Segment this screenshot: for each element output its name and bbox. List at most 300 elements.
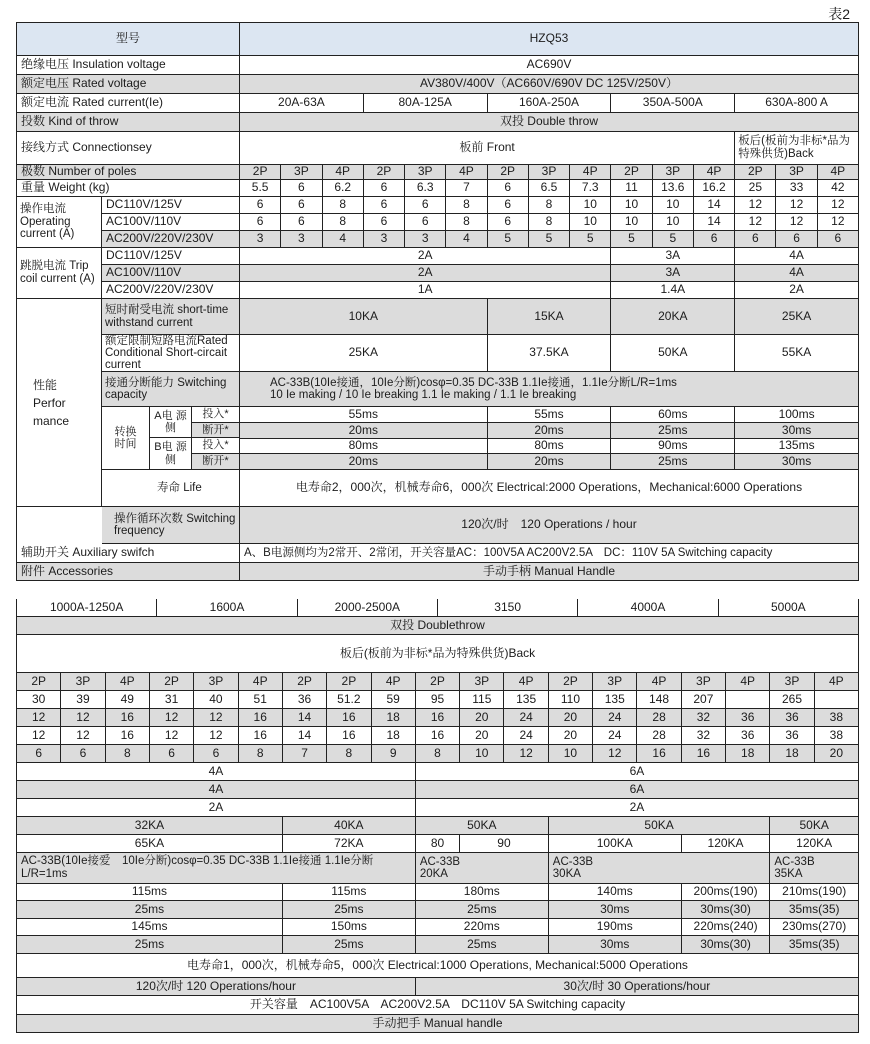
- operating-current-cell: 36: [770, 709, 814, 727]
- rated-current: 5000A: [719, 599, 859, 617]
- short-circuit-cell: 37.5KA: [488, 335, 612, 372]
- operating-current-cell: 8: [323, 197, 364, 214]
- operating-current-cell: 12: [735, 197, 776, 214]
- weight-cell: 6.2: [323, 180, 364, 197]
- operating-current-cell: 16: [106, 727, 150, 745]
- switching-class: [770, 853, 859, 884]
- cell-line: 30KA: [552, 868, 581, 880]
- short-circuit-cell: 72KA: [283, 835, 416, 853]
- switch-off-label: 断开*: [192, 454, 239, 470]
- operating-current-cell: 20: [549, 709, 593, 727]
- weight-cell: 40: [194, 691, 238, 709]
- trip-current-cell: 2A: [17, 799, 416, 817]
- trip-voltage: AC100V/110V: [102, 265, 240, 282]
- pole-cell: 3P: [593, 673, 637, 691]
- rated-current: 1000A-1250A: [17, 599, 157, 617]
- operating-current-cell: 12: [776, 197, 817, 214]
- transfer-time-cell: 190ms: [549, 919, 682, 936]
- operating-current-cell: 10: [460, 745, 504, 763]
- operating-current-cell: 8: [239, 745, 283, 763]
- short-circuit-cell: 120KA: [682, 835, 771, 853]
- weight-cell: [726, 691, 770, 709]
- throw-label: 投数 Kind of throw: [17, 113, 240, 132]
- trip-current-cell: 3A: [611, 248, 735, 265]
- transfer-time-cell: 30ms: [735, 423, 859, 439]
- performance-item-label: 寿命 Life: [102, 470, 240, 507]
- throw-value: 双投 Doublethrow: [17, 617, 859, 635]
- pole-cell: 2P: [549, 673, 593, 691]
- operating-current-cell: 10: [611, 214, 652, 231]
- spec-table-part1: [16, 22, 859, 581]
- cell-line: 10 Ie making / 10 Ie breaking 1.1 Ie making / 1.1 Ie breaking: [270, 389, 577, 401]
- operating-current-cell: 24: [504, 727, 548, 745]
- pole-cell: 2P: [611, 165, 652, 180]
- operating-current-cell: 28: [637, 727, 681, 745]
- operating-current-cell: 9: [372, 745, 416, 763]
- cell-line: AC-33B: [419, 855, 461, 868]
- pole-cell: 3P: [529, 165, 570, 180]
- trip-voltage: AC200V/220V/230V: [102, 282, 240, 299]
- short-circuit-cell: 50KA: [611, 335, 735, 372]
- pole-cell: 2P: [327, 673, 371, 691]
- trip-current-cell: 6A: [416, 781, 859, 799]
- connection-back: 板后(板前为非标*品为特殊供货)Back: [735, 132, 859, 165]
- transfer-time-cell: 30ms: [735, 454, 859, 470]
- transfer-time-cell: 60ms: [611, 407, 735, 423]
- weight-cell: 33: [776, 180, 817, 197]
- pole-cell: 4P: [726, 673, 770, 691]
- transfer-time-cell: 220ms(240): [682, 919, 771, 936]
- life-value: 电寿命1，000次，机械寿命5，000次 Electrical:1000 Operations, Mechanical:5000 Operations: [17, 954, 859, 978]
- pole-cell: 3P: [653, 165, 694, 180]
- operating-current-cell: 10: [570, 197, 611, 214]
- frequency-value: 120次/时 120 Operations/hour: [17, 978, 416, 996]
- trip-current-label: 跳脱电流 Trip coil current (A): [17, 248, 102, 299]
- weight-cell: 95: [416, 691, 460, 709]
- weight-cell: 51.2: [327, 691, 371, 709]
- pole-cell: 2P: [735, 165, 776, 180]
- rated-current: 1600A: [157, 599, 297, 617]
- pole-cell: 2P: [240, 165, 281, 180]
- operating-current-cell: 20: [460, 727, 504, 745]
- transfer-time-cell: 25ms: [416, 901, 549, 919]
- operating-current-cell: 12: [61, 727, 105, 745]
- trip-current-cell: 4A: [17, 763, 416, 781]
- operating-current-cell: 12: [150, 727, 194, 745]
- pole-cell: 4P: [504, 673, 548, 691]
- operating-current-cell: 6: [776, 231, 817, 248]
- operating-current-cell: 12: [776, 214, 817, 231]
- operating-current-cell: 20: [549, 727, 593, 745]
- operating-current-cell: 14: [283, 709, 327, 727]
- operating-current-cell: 20: [460, 709, 504, 727]
- poles-label: 极数 Number of poles: [17, 165, 240, 180]
- short-time-cell: 32KA: [17, 817, 283, 835]
- trip-current-cell: 2A: [735, 282, 859, 299]
- cell-line: AC-33B: [774, 855, 815, 868]
- transfer-time-cell: 30ms(30): [682, 901, 771, 919]
- weight-cell: 36: [283, 691, 327, 709]
- transfer-time-cell: 35ms(35): [770, 901, 859, 919]
- weight-cell: 11: [611, 180, 652, 197]
- switching-capacity: [240, 372, 859, 407]
- short-circuit-cell: 80: [416, 835, 460, 853]
- short-circuit-cell: 65KA: [17, 835, 283, 853]
- table-number: 表2: [828, 6, 850, 22]
- trip-current-cell: 1.4A: [611, 282, 735, 299]
- operating-current-cell: 16: [327, 709, 371, 727]
- connection-front: 板前 Front: [240, 132, 735, 165]
- operating-current-cell: 32: [682, 727, 726, 745]
- short-time-cell: 20KA: [611, 299, 735, 335]
- transfer-time-cell: 80ms: [240, 439, 488, 454]
- operating-current-cell: 16: [327, 727, 371, 745]
- model-label: 型号: [17, 23, 240, 56]
- weight-cell: 135: [593, 691, 637, 709]
- switching-class: [416, 853, 549, 884]
- transfer-time-cell: 135ms: [735, 439, 859, 454]
- pole-cell: 4P: [815, 673, 859, 691]
- operating-current-cell: 28: [637, 709, 681, 727]
- weight-cell: 135: [504, 691, 548, 709]
- switch-on-label: 投入*: [192, 407, 239, 423]
- operating-current-cell: 6: [818, 231, 859, 248]
- pole-cell: 4P: [694, 165, 735, 180]
- operating-current-cell: 16: [106, 709, 150, 727]
- operating-current-cell: 6: [364, 214, 405, 231]
- accessories-value: 手动把手 Manual handle: [17, 1015, 859, 1033]
- operating-current-cell: 7: [283, 745, 327, 763]
- pole-cell: 4P: [372, 673, 416, 691]
- operating-voltage: DC110V/125V: [102, 197, 240, 214]
- short-time-cell: 25KA: [735, 299, 859, 335]
- operating-current-cell: 18: [372, 727, 416, 745]
- operating-current-cell: 12: [17, 709, 61, 727]
- transfer-time-cell: 25ms: [416, 936, 549, 954]
- transfer-time-cell: 25ms: [17, 936, 283, 954]
- operating-current-cell: 14: [283, 727, 327, 745]
- operating-current-cell: 5: [653, 231, 694, 248]
- transfer-time-cell: 180ms: [416, 884, 549, 901]
- operating-current-cell: 5: [570, 231, 611, 248]
- trip-current-cell: 3A: [611, 265, 735, 282]
- operating-current-cell: 12: [150, 709, 194, 727]
- weight-cell: 30: [17, 691, 61, 709]
- short-circuit-cell: 25KA: [240, 335, 488, 372]
- transfer-time-label: 转换 时间: [102, 407, 150, 469]
- weight-cell: 42: [818, 180, 859, 197]
- operating-current-cell: 20: [815, 745, 859, 763]
- operating-current-cell: 36: [726, 709, 770, 727]
- weight-cell: 6: [281, 180, 322, 197]
- switch-on-label: 投入*: [192, 438, 239, 454]
- operating-current-cell: 36: [726, 727, 770, 745]
- pole-cell: 4P: [818, 165, 859, 180]
- operating-current-cell: 8: [446, 197, 487, 214]
- rated-current: 350A-500A: [611, 94, 735, 113]
- pole-cell: 3P: [682, 673, 726, 691]
- operating-current-cell: 8: [323, 214, 364, 231]
- operating-current-cell: 6: [194, 745, 238, 763]
- pole-cell: 3P: [460, 673, 504, 691]
- transfer-time-block: [102, 407, 240, 470]
- operating-current-cell: 6: [488, 197, 529, 214]
- operating-current-cell: 6: [488, 214, 529, 231]
- transfer-time-cell: 115ms: [283, 884, 416, 901]
- operating-current-label: 操作电流 Operating current (A): [17, 197, 102, 248]
- operating-current-cell: 38: [815, 727, 859, 745]
- accessories-value: 手动手柄 Manual Handle: [240, 563, 859, 581]
- weight-cell: 6: [488, 180, 529, 197]
- transfer-time-cell: 200ms(190): [682, 884, 771, 901]
- connection-value: 板后(板前为非标*品为特殊供货)Back: [17, 635, 859, 673]
- weight-cell: 51: [239, 691, 283, 709]
- transfer-time-cell: 25ms: [17, 901, 283, 919]
- operating-current-cell: 6: [281, 197, 322, 214]
- pole-cell: 4P: [446, 165, 487, 180]
- operating-current-cell: 18: [770, 745, 814, 763]
- rated-voltage-label: 额定电压 Rated voltage: [17, 75, 240, 94]
- weight-cell: 115: [460, 691, 504, 709]
- pole-cell: 3P: [194, 673, 238, 691]
- operating-current-cell: 36: [770, 727, 814, 745]
- weight-cell: 39: [61, 691, 105, 709]
- transfer-time-cell: 25ms: [283, 936, 416, 954]
- weight-label: 重量 Weight (kg): [17, 180, 240, 197]
- rated-current: 3150: [438, 599, 578, 617]
- weight-cell: 7.3: [570, 180, 611, 197]
- transfer-time-cell: 25ms: [611, 423, 735, 439]
- pole-cell: 3P: [770, 673, 814, 691]
- pole-cell: 2P: [416, 673, 460, 691]
- transfer-time-cell: 30ms: [549, 901, 682, 919]
- short-circuit-cell: 55KA: [735, 335, 859, 372]
- operating-current-cell: 3: [405, 231, 446, 248]
- throw-value: 双投 Double throw: [240, 113, 859, 132]
- rated-voltage-value: AV380V/400V（AC660V/690V DC 125V/250V）: [240, 75, 859, 94]
- performance-item-label: 接通分断能力 Switching capacity: [102, 372, 240, 407]
- trip-current-cell: 4A: [735, 248, 859, 265]
- weight-cell: 6.3: [405, 180, 446, 197]
- operating-current-cell: 10: [653, 214, 694, 231]
- operating-current-cell: 16: [416, 709, 460, 727]
- operating-current-cell: 3: [281, 231, 322, 248]
- trip-current-cell: 2A: [240, 265, 611, 282]
- operating-current-cell: 8: [529, 197, 570, 214]
- operating-current-cell: 6: [405, 197, 446, 214]
- weight-cell: 49: [106, 691, 150, 709]
- rated-current: 2000-2500A: [298, 599, 438, 617]
- operating-current-cell: 3: [240, 231, 281, 248]
- operating-current-cell: 5: [529, 231, 570, 248]
- rated-current: 80A-125A: [364, 94, 488, 113]
- trip-current-cell: 2A: [416, 799, 859, 817]
- auxiliary-value: 开关容量 AC100V5A AC200V2.5A DC110V 5A Switching capacity: [17, 996, 859, 1015]
- performance-item-label: 短时耐受电流 short-time withstand current: [102, 299, 240, 335]
- trip-current-cell: 4A: [17, 781, 416, 799]
- a-side-label: A电 源侧: [150, 407, 192, 438]
- operating-current-cell: 6: [17, 745, 61, 763]
- operating-current-cell: 4: [446, 231, 487, 248]
- transfer-time-cell: 55ms: [488, 407, 612, 423]
- operating-current-cell: 12: [735, 214, 776, 231]
- switching-capacity: AC-33B(10Ie接爱 10Ie分断)cosφ=0.35 DC-33B 1.1Ie接通 1.1Ie分断L/R=1ms: [17, 853, 416, 884]
- operating-current-cell: 14: [694, 197, 735, 214]
- transfer-time-cell: 145ms: [17, 919, 283, 936]
- short-time-cell: 40KA: [283, 817, 416, 835]
- weight-cell: 13.6: [653, 180, 694, 197]
- operating-current-cell: 10: [653, 197, 694, 214]
- transfer-time-cell: 20ms: [488, 423, 612, 439]
- transfer-time-cell: 220ms: [416, 919, 549, 936]
- pole-cell: 3P: [405, 165, 446, 180]
- transfer-time-cell: 210ms(190): [770, 884, 859, 901]
- transfer-time-cell: 230ms(270): [770, 919, 859, 936]
- weight-cell: [815, 691, 859, 709]
- transfer-time-cell: 55ms: [240, 407, 488, 423]
- trip-current-cell: 4A: [735, 265, 859, 282]
- rated-current: 4000A: [578, 599, 718, 617]
- operating-current-cell: 16: [239, 709, 283, 727]
- cell-line: 20KA: [419, 868, 448, 880]
- rated-current: 20A-63A: [240, 94, 364, 113]
- weight-cell: 7: [446, 180, 487, 197]
- pole-cell: 4P: [323, 165, 364, 180]
- insulation-value: AC690V: [240, 56, 859, 75]
- trip-current-cell: 1A: [240, 282, 611, 299]
- performance-item-label: 操作循环次数 Switching frequency: [102, 507, 240, 544]
- operating-current-cell: 10: [611, 197, 652, 214]
- pole-cell: 2P: [364, 165, 405, 180]
- operating-current-cell: 24: [593, 709, 637, 727]
- trip-current-cell: 6A: [416, 763, 859, 781]
- trip-current-cell: 2A: [240, 248, 611, 265]
- operating-current-cell: 6: [694, 231, 735, 248]
- pole-cell: 4P: [239, 673, 283, 691]
- weight-cell: 207: [682, 691, 726, 709]
- b-side-label: B电 源侧: [150, 438, 192, 469]
- operating-current-cell: 12: [194, 727, 238, 745]
- operating-voltage: AC200V/220V/230V: [102, 231, 240, 248]
- transfer-time-cell: 140ms: [549, 884, 682, 901]
- weight-cell: 16.2: [694, 180, 735, 197]
- operating-current-cell: 16: [239, 727, 283, 745]
- weight-cell: 6.5: [529, 180, 570, 197]
- transfer-time-cell: 90ms: [611, 439, 735, 454]
- operating-current-cell: 16: [682, 745, 726, 763]
- operating-current-cell: 12: [818, 197, 859, 214]
- weight-cell: 31: [150, 691, 194, 709]
- operating-current-cell: 16: [416, 727, 460, 745]
- operating-current-cell: 38: [815, 709, 859, 727]
- operating-current-cell: 18: [372, 709, 416, 727]
- operating-current-cell: 12: [504, 745, 548, 763]
- operating-current-cell: 12: [818, 214, 859, 231]
- operating-current-cell: 6: [61, 745, 105, 763]
- operating-current-cell: 6: [281, 214, 322, 231]
- performance-label: 性能 Perfor mance: [17, 299, 102, 507]
- model-value: HZQ53: [240, 23, 859, 56]
- connection-label: 接线方式 Connectionsey: [17, 132, 240, 165]
- transfer-time-cell: 30ms: [549, 936, 682, 954]
- rated-current-label: 额定电流 Rated current(Ie): [17, 94, 240, 113]
- pole-cell: 3P: [776, 165, 817, 180]
- operating-current-cell: 6: [150, 745, 194, 763]
- operating-voltage: AC100V/110V: [102, 214, 240, 231]
- transfer-time-cell: 25ms: [283, 901, 416, 919]
- operating-current-cell: 10: [570, 214, 611, 231]
- short-circuit-cell: 90: [460, 835, 549, 853]
- weight-cell: 59: [372, 691, 416, 709]
- short-time-cell: 50KA: [549, 817, 771, 835]
- pole-cell: 4P: [570, 165, 611, 180]
- operating-current-cell: 32: [682, 709, 726, 727]
- spec-table-part2: [16, 617, 859, 1033]
- transfer-time-cell: 20ms: [488, 454, 612, 470]
- accessories-label: 附件 Accessories: [17, 563, 240, 581]
- transfer-time-cell: 20ms: [240, 454, 488, 470]
- current-ratings-row: [16, 599, 859, 617]
- pole-cell: 3P: [281, 165, 322, 180]
- transfer-time-cell: 100ms: [735, 407, 859, 423]
- weight-cell: 110: [549, 691, 593, 709]
- operating-current-cell: 5: [488, 231, 529, 248]
- transfer-time-cell: 115ms: [17, 884, 283, 901]
- operating-current-cell: 5: [611, 231, 652, 248]
- operating-current-cell: 24: [504, 709, 548, 727]
- rated-current: 160A-250A: [488, 94, 612, 113]
- pole-cell: 4P: [106, 673, 150, 691]
- performance-item-label: 额定限制短路电流Rated Conditional Short-circait current: [102, 335, 240, 372]
- short-circuit-cell: 120KA: [770, 835, 859, 853]
- rated-current: 630A-800 A: [735, 94, 859, 113]
- operating-current-cell: 6: [364, 197, 405, 214]
- weight-cell: 265: [770, 691, 814, 709]
- operating-current-cell: 6: [405, 214, 446, 231]
- operating-current-cell: 18: [726, 745, 770, 763]
- operating-current-cell: 10: [549, 745, 593, 763]
- life-value: 电寿命2，000次，机械寿命6，000次 Electrical:2000 Operations，Mechanical:6000 Operations: [240, 470, 859, 507]
- operating-current-cell: 8: [327, 745, 371, 763]
- transfer-time-cell: 35ms(35): [770, 936, 859, 954]
- frequency-value: 30次/时 30 Operations/hour: [416, 978, 859, 996]
- pole-cell: 4P: [637, 673, 681, 691]
- operating-current-cell: 24: [593, 727, 637, 745]
- trip-voltage: DC110V/125V: [102, 248, 240, 265]
- switching-class: [549, 853, 771, 884]
- frequency-value: 120次/时 120 Operations / hour: [240, 507, 859, 544]
- short-circuit-cell: 100KA: [549, 835, 682, 853]
- operating-current-cell: 14: [694, 214, 735, 231]
- operating-current-cell: 6: [240, 214, 281, 231]
- operating-current-cell: 12: [593, 745, 637, 763]
- pole-cell: 2P: [488, 165, 529, 180]
- weight-cell: 6: [364, 180, 405, 197]
- operating-current-cell: 8: [529, 214, 570, 231]
- weight-cell: 148: [637, 691, 681, 709]
- operating-current-cell: 3: [364, 231, 405, 248]
- switch-off-label: 断开*: [192, 423, 239, 439]
- operating-current-cell: 12: [61, 709, 105, 727]
- weight-cell: 5.5: [240, 180, 281, 197]
- short-time-cell: 50KA: [770, 817, 859, 835]
- auxiliary-value: A、B电源侧均为2常开、2常闭，开关容量AC：100V5A AC200V2.5A DC：110V 5A Switching capacity: [240, 544, 859, 563]
- operating-current-cell: 12: [17, 727, 61, 745]
- short-time-cell: 10KA: [240, 299, 488, 335]
- transfer-time-cell: 80ms: [488, 439, 612, 454]
- pole-cell: 3P: [61, 673, 105, 691]
- operating-current-cell: 6: [240, 197, 281, 214]
